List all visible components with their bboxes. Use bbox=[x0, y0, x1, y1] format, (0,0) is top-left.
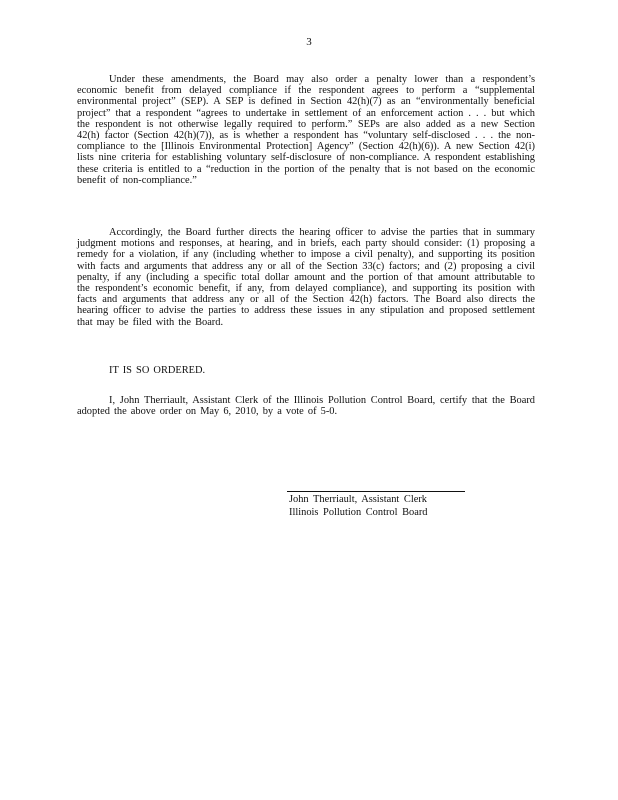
paragraph-certification: I, John Therriault, Assistant Clerk of the Illinois Pollution Control Board, certify that the Board adopted the above order on May 6, 2010, by a vote of 5-0. bbox=[77, 395, 535, 418]
paragraph-penalty-amendments: Under these amendments, the Board may also order a penalty lower than a respondent’s economic benefit from delayed compliance if the respondent agrees to perform a “supplemental environmental project” (SEP). A SEP is defined in Section 42(h)(7) as an “environmentally beneficial project” that a respondent “agrees to undertake in settlement of an enforcement action . . . but which the respondent is not otherwise legally required to perform.” SEPs are also added as a new Section 42(h) factor (Section 42(h)(7)), as is whether a respondent has “voluntary self-disclosed . . . the non-compliance to the [Illinois Environmental Protection] Agency” (Section 42(h)(6)). A new Section 42(i) lists nine criteria for establishing voluntary self-disclosure of non-compliance. A respondent establishing these criteria is entitled to a “reduction in the portion of the penalty that is not based on the economic benefit of non-compliance.” bbox=[77, 74, 535, 186]
paragraph-so-ordered: IT IS SO ORDERED. bbox=[109, 365, 206, 376]
paragraph-hearing-officer-directions: Accordingly, the Board further directs the hearing officer to advise the parties that in summary judgment motions and responses, at hearing, and in briefs, each party should consider: (1) proposing a remedy for a violation, if any (including whether to impose a civil penalty), and supporting its position with facts and arguments that address any or all of the Section 33(c) factors; and (2) proposing a civil penalty, if any (including a specific total dollar amount and the portion of that amount attributable to the respondent’s economic benefit, if any, from delayed compliance), and supporting its position with facts and arguments that address any or all of the Section 42(h) factors. The Board also directs the hearing officer to advise the parties to address these issues in any stipulation and proposed settlement that may be filed with the Board. bbox=[77, 227, 535, 328]
signature-block bbox=[289, 494, 529, 520]
page-number: 3 bbox=[306, 36, 312, 48]
signatory-organization: Illinois Pollution Control Board bbox=[289, 507, 428, 518]
signature-line bbox=[287, 491, 465, 492]
signatory-name-title: John Therriault, Assistant Clerk bbox=[289, 494, 427, 505]
